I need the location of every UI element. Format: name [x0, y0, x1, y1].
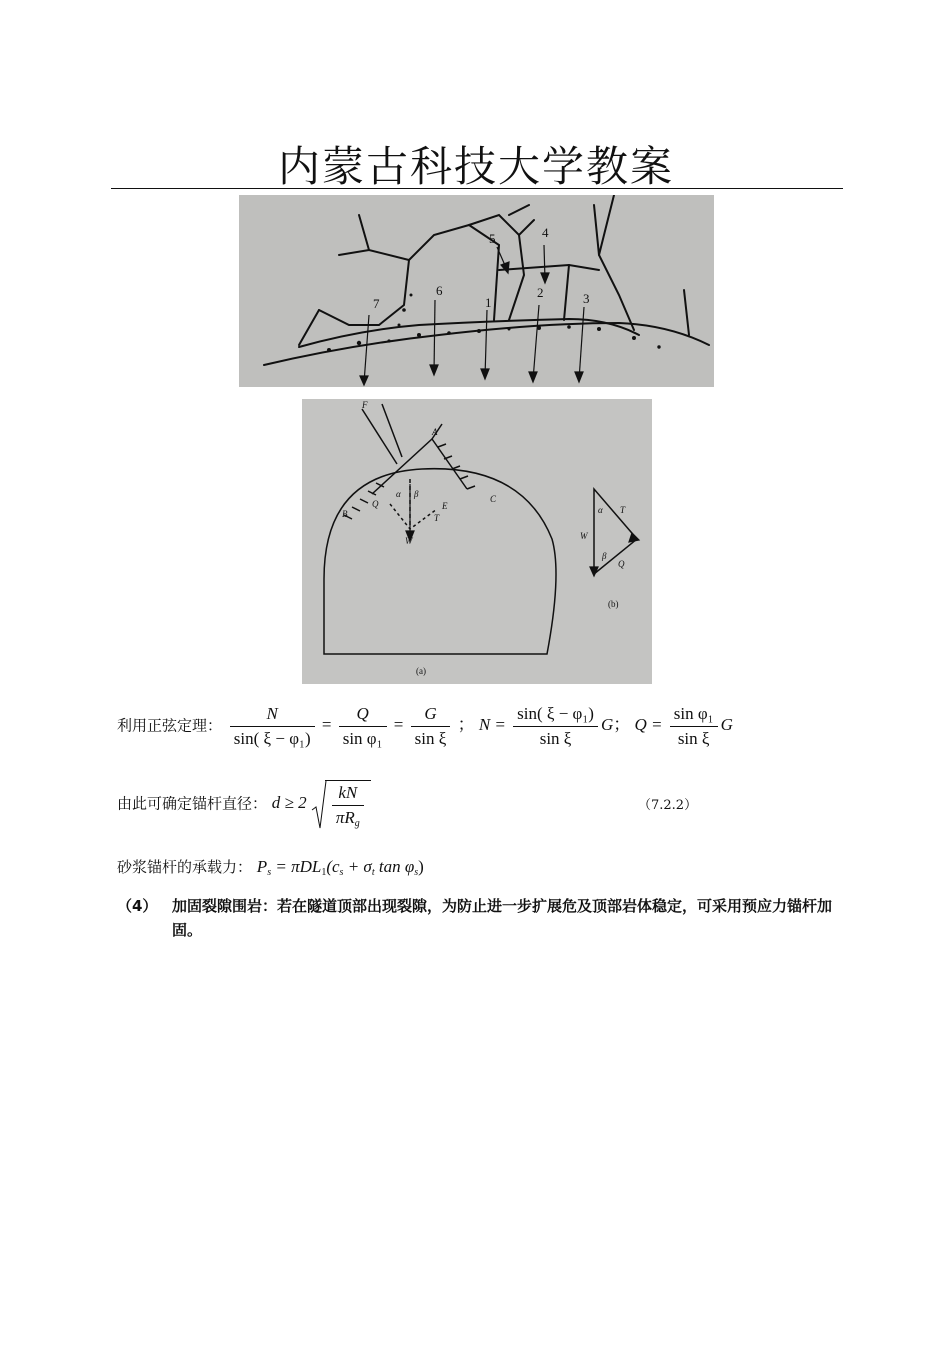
fig1-label-3: 3	[583, 291, 590, 306]
fig2-label-F: F	[362, 400, 368, 410]
fig2-label-B: B	[342, 509, 348, 519]
fig2-label-beta: β	[414, 489, 419, 499]
page-title: 内蒙古科技大学教案	[277, 142, 674, 191]
fig2-tri-W: W	[580, 531, 588, 541]
fig2-label-E: E	[442, 501, 448, 511]
fig2-label-A: A	[432, 427, 438, 437]
fig1-label-6: 6	[436, 283, 443, 298]
item-4-text: 加固裂隙围岩：若在隧道顶部出现裂隙，为防止进一步扩展危及顶部岩体稳定，可采用预应力锚杆加固。	[172, 897, 833, 939]
eq1-formula: $\frac{N}{\text{sin( ξ − φ₁)}}$ = $\frac{Q}{\text{sin φ₁}}$ = $\frac{G}{\text{sin ξ}}$ ； N = $\frac{\text{sin( ξ − φ₁)}}{\text{sin ξ}}$ G； Q = $\frac{\text{sin φ₁}}{\text{sin ξ}}$ G	[227, 715, 733, 734]
eq3-prefix: 砂浆锚杆的承载力：	[117, 858, 253, 876]
anchor-diameter-line	[117, 780, 371, 829]
fig2-label-alpha: α	[396, 489, 401, 499]
fig2-tri-Q: Q	[618, 559, 625, 569]
fig2-label-T: T	[434, 513, 440, 523]
eq3-formula: $P_s = \pi DL_1(c_s + \sigma_t$ $\tan \varphi_s$)	[256, 857, 424, 878]
header-divider	[111, 188, 843, 189]
rock-fracture-figure	[239, 195, 714, 387]
fig2-tri-beta: β	[602, 551, 607, 561]
fig2-label-W: W	[405, 536, 413, 546]
eq2-formula: d ≥ 2 $\frac{kN}{\pi R_g}$	[272, 793, 371, 812]
fig2-tri-alpha: α	[598, 505, 603, 515]
fig1-label-7: 7	[373, 296, 380, 311]
fig1-label-4: 4	[542, 225, 549, 240]
fig2-caption-a: (a)	[416, 666, 426, 676]
eq1-prefix: 利用正弦定理：	[117, 716, 223, 735]
item-4-paragraph	[117, 894, 847, 942]
equation-number: （7.2.2）	[638, 798, 698, 813]
mortar-anchor-capacity-line	[117, 856, 424, 878]
fig2-label-C: C	[490, 494, 497, 504]
fig1-label-1: 1	[485, 295, 492, 310]
fig1-label-5: 5	[489, 231, 496, 246]
item-4-label: （4）	[117, 897, 158, 915]
fig2-label-Q: Q	[372, 499, 379, 509]
eq2-prefix: 由此可确定锚杆直径：	[117, 794, 268, 813]
fig2-caption-b: (b)	[608, 599, 619, 609]
sine-theorem-line	[117, 704, 733, 749]
tunnel-anchor-figure	[302, 399, 652, 684]
fig1-label-2: 2	[537, 285, 544, 300]
fig2-tri-T: T	[620, 505, 626, 515]
